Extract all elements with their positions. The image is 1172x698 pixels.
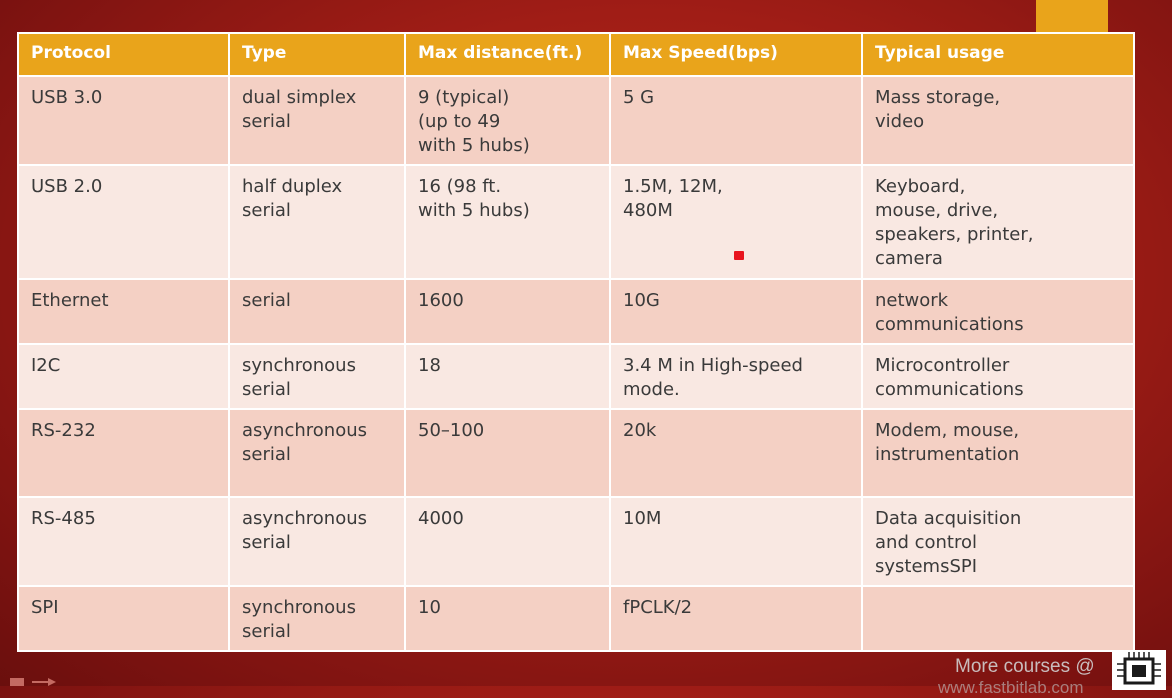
cell-text: video: [875, 111, 925, 132]
cell-text: serial: [242, 111, 291, 132]
cell-text: network: [875, 290, 949, 311]
cell-text: serial: [242, 290, 291, 311]
pointer-dot-icon: [734, 251, 744, 260]
cell-text: SPI: [31, 597, 59, 618]
cell-text: mode.: [623, 379, 680, 400]
cell-text: USB 2.0: [31, 176, 103, 197]
cell-text: Modem, mouse,: [875, 420, 1020, 441]
cell-text: 480M: [623, 200, 673, 221]
cell-text: 5 G: [623, 87, 655, 108]
cell-text: Mass storage,: [875, 87, 1001, 108]
header-text: (bps): [727, 43, 778, 63]
cell-text: Keyboard,: [875, 176, 966, 197]
cell-text: RS-232: [31, 420, 96, 441]
cell-text: 3.4 M in High-speed: [623, 355, 803, 376]
cell-text: Data acquisition: [875, 508, 1022, 529]
cell-text: mouse, drive,: [875, 200, 999, 221]
cell-max-speed: [610, 344, 862, 409]
cell-text: 4000: [418, 508, 464, 529]
cell-max-distance: [405, 497, 610, 586]
cell-max-speed: [610, 279, 862, 344]
cell-protocol: [18, 165, 229, 279]
cell-text: 10G: [623, 290, 660, 311]
header-text: Type: [242, 43, 287, 63]
cell-text: 1600: [418, 290, 464, 311]
cell-text: (up to 49: [418, 111, 501, 132]
table-row: [18, 497, 1134, 586]
cell-text: serial: [242, 532, 291, 553]
cell-text: serial: [242, 200, 291, 221]
cell-typical-usage: [862, 279, 1134, 344]
cell-text: asynchronous: [242, 508, 367, 529]
header-type: [229, 33, 405, 76]
cell-text: speakers, printer,: [875, 224, 1034, 245]
cell-max-speed: [610, 586, 862, 651]
cell-text: synchronous: [242, 597, 356, 618]
cell-text: systemsSPI: [875, 556, 978, 577]
cell-text: 50–100: [418, 420, 485, 441]
cell-text: instrumentation: [875, 444, 1020, 465]
cell-typical-usage: [862, 586, 1134, 651]
cell-text: with 5 hubs): [418, 135, 530, 156]
cell-text: 10M: [623, 508, 662, 529]
cell-text: synchronous: [242, 355, 356, 376]
cell-max-distance: [405, 344, 610, 409]
cell-text: half duplex: [242, 176, 343, 197]
header-max-distance: [405, 33, 610, 76]
cell-type: [229, 344, 405, 409]
cell-protocol: [18, 279, 229, 344]
cell-text: Ethernet: [31, 290, 109, 311]
cell-text: camera: [875, 248, 943, 269]
cell-max-distance: [405, 409, 610, 497]
cell-max-speed: [610, 409, 862, 497]
cell-text: RS-485: [31, 508, 96, 529]
table-row: [18, 165, 1134, 279]
cell-max-speed: [610, 165, 862, 279]
table-row: [18, 76, 1134, 165]
cell-text: 9 (typical): [418, 87, 510, 108]
cell-max-distance: [405, 279, 610, 344]
chip-logo-icon: [1112, 650, 1166, 690]
cell-max-distance: [405, 165, 610, 279]
cell-text: communications: [875, 379, 1024, 400]
header-protocol: [18, 33, 229, 76]
cell-max-distance: [405, 76, 610, 165]
watermark-url[interactable]: www.fastbitlab.com: [938, 678, 1084, 697]
header-text: Typical usage: [875, 43, 1005, 63]
cell-text: serial: [242, 444, 291, 465]
header-max-speed: [610, 33, 862, 76]
cell-text: Microcontroller: [875, 355, 1010, 376]
cell-protocol: [18, 497, 229, 586]
cell-text: I2C: [31, 355, 61, 376]
cell-text: dual simplex: [242, 87, 357, 108]
header-text: Protocol: [31, 43, 111, 63]
cell-max-distance: [405, 586, 610, 651]
header-text: Max distance(ft.): [418, 43, 583, 63]
header-text: Max Speed: [623, 43, 728, 63]
cell-text: USB 3.0: [31, 87, 103, 108]
table-row: [18, 409, 1134, 497]
cell-text: asynchronous: [242, 420, 367, 441]
protocol-comparison-table: [17, 32, 1135, 652]
cell-type: [229, 409, 405, 497]
header-typical-usage: [862, 33, 1134, 76]
table-row: [18, 279, 1134, 344]
cell-type: [229, 165, 405, 279]
cell-typical-usage: [862, 76, 1134, 165]
cell-text: 18: [418, 355, 441, 376]
cell-text: and control: [875, 532, 977, 553]
table-header-row: [18, 33, 1134, 76]
cell-typical-usage: [862, 497, 1134, 586]
cell-protocol: [18, 586, 229, 651]
cell-text: serial: [242, 621, 291, 642]
slide-nav-icon: [10, 676, 70, 686]
cell-max-speed: [610, 76, 862, 165]
cell-type: [229, 76, 405, 165]
cell-text: 1.5M, 12M,: [623, 176, 723, 197]
cell-text: 10: [418, 597, 441, 618]
table-row: [18, 586, 1134, 651]
cell-typical-usage: [862, 165, 1134, 279]
cell-type: [229, 497, 405, 586]
cell-text: 20k: [623, 420, 657, 441]
cell-text: serial: [242, 379, 291, 400]
cell-text: 16 (98 ft.: [418, 176, 502, 197]
cell-typical-usage: [862, 409, 1134, 497]
watermark-text: More courses @: [955, 656, 1095, 677]
cell-typical-usage: [862, 344, 1134, 409]
table-row: [18, 344, 1134, 409]
cell-text: communications: [875, 314, 1024, 335]
cell-protocol: [18, 76, 229, 165]
cell-max-speed: [610, 497, 862, 586]
cell-protocol: [18, 409, 229, 497]
cell-text: fPCLK/2: [623, 597, 693, 618]
corner-accent-tab: [1036, 0, 1108, 32]
cell-text: with 5 hubs): [418, 200, 530, 221]
cell-type: [229, 586, 405, 651]
cell-protocol: [18, 344, 229, 409]
cell-type: [229, 279, 405, 344]
